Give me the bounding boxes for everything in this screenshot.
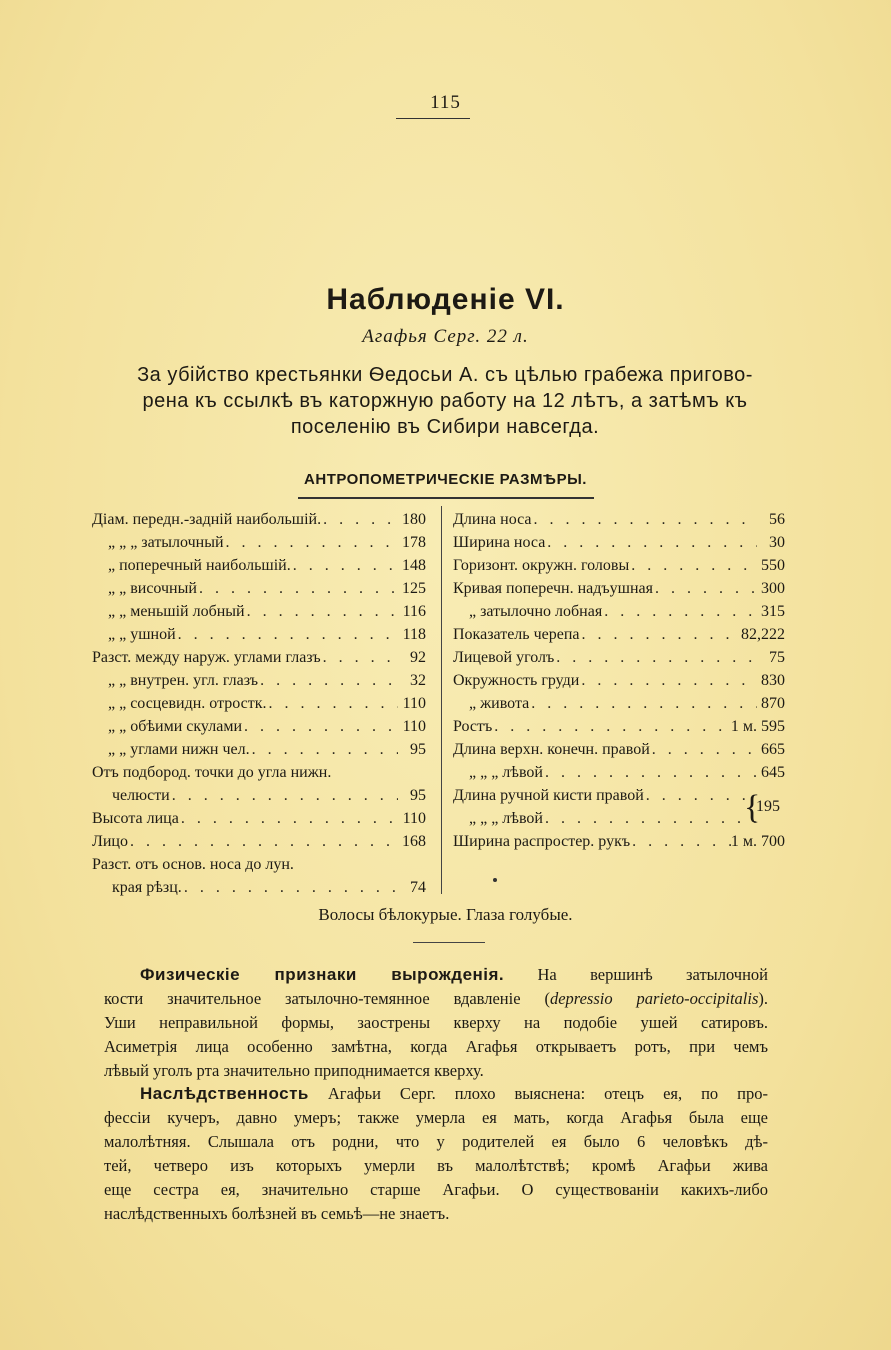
measurement-label: Ширина распростер. рукъ [453, 833, 631, 850]
measurement-row [92, 669, 426, 692]
measurement-label: Кривая поперечн. надъушная [453, 580, 653, 597]
paragraph-line: Уши неправильной формы, заострены кверху на подобіе ушей сатировъ. [104, 1013, 768, 1032]
measurement-label: „ поперечный наибольшій. [108, 557, 291, 574]
measurement-value: 300 [761, 580, 785, 597]
measurement-row [92, 876, 426, 899]
leader-dots [492, 715, 731, 738]
paragraph-lead: Физическіе признаки вырожденія. [140, 965, 505, 984]
measurement-value: 92 [410, 649, 426, 666]
measurement-label: „ „ ушной [108, 626, 176, 643]
leader-dots [197, 577, 398, 600]
measurement-value: 110 [402, 695, 426, 712]
measurement-row [92, 646, 426, 669]
measurement-row [92, 508, 426, 531]
leader-dots [650, 738, 757, 761]
measurement-label: Окружность груди [453, 672, 580, 689]
measurement-row [92, 554, 426, 577]
hair-eyes-note: Волосы бѣлокурые. Глаза голубые. [318, 905, 573, 924]
measurement-row [92, 853, 426, 876]
right-measurements [453, 508, 785, 853]
measurement-value: 180 [402, 511, 426, 528]
leader-dots [531, 508, 757, 531]
measurement-row [453, 692, 785, 715]
measurement-label: Длина носа [453, 511, 532, 528]
paragraph-text: кости значительное затылочно-темянное вдавленіе ( [104, 989, 550, 1008]
measurement-value: 116 [402, 603, 426, 620]
observation-title: Наблюденіе VI. [326, 283, 565, 316]
measurement-row [92, 738, 426, 761]
measurement-value: 110 [402, 810, 426, 827]
measurement-row [453, 738, 785, 761]
measurement-value: 125 [402, 580, 426, 597]
hand-length-value: 195 [756, 798, 780, 815]
measurement-row [453, 554, 785, 577]
case-summary-line: рена къ ссылкѣ въ каторжную работу на 12 лѣтъ, а затѣмъ къ [142, 390, 748, 412]
measurement-label: „ „ внутрен. угл. глазъ [108, 672, 259, 689]
leader-dots [653, 577, 757, 600]
leader-dots [529, 692, 757, 715]
measurement-label: Длина ручной кисти правой [453, 787, 644, 804]
measurement-row [453, 807, 785, 830]
measurement-value: 32 [410, 672, 426, 689]
latin-term: depressio parieto-occipitalis [549, 989, 759, 1008]
page-number-rule [396, 118, 470, 119]
measurement-value: 645 [761, 764, 785, 781]
paragraph-line: тей, четверо изъ которыхъ умерли въ малолѣтствѣ; кромѣ Агафьи жива [104, 1156, 768, 1175]
measurement-row [453, 715, 785, 738]
measurement-value: 110 [402, 718, 426, 735]
measurement-value: 74 [410, 879, 426, 896]
measurement-row [453, 623, 785, 646]
measurement-label: „ „ „ лѣвой [469, 764, 543, 781]
measurement-row [453, 577, 785, 600]
measurement-row [92, 600, 426, 623]
measurement-label: „ „ меньшій лобный [108, 603, 245, 620]
measurement-value: 315 [761, 603, 785, 620]
measurement-label: „ живота [469, 695, 530, 712]
measurement-row [92, 807, 426, 830]
measurement-label: Разст. отъ основ. носа до лун. [92, 856, 294, 873]
leader-dots [291, 554, 398, 577]
hand-length-brace: { [744, 789, 761, 826]
measurement-label: „ „ „ затылочный [108, 534, 224, 551]
measurement-row [453, 830, 785, 853]
case-summary [100, 362, 790, 440]
measurement-label: Показатель черепа [453, 626, 580, 643]
measurement-value: 1 м. 595 [730, 718, 785, 735]
paragraph-line: лѣвый уголъ рта значительно приподнимается кверху. [104, 1061, 484, 1080]
measurement-row [92, 531, 426, 554]
leader-dots [630, 830, 731, 853]
measurement-value: 30 [769, 534, 785, 551]
measurement-row [92, 692, 426, 715]
measurement-label: „ „ сосцевидн. отростк. [108, 695, 267, 712]
paragraph-line: Асиметрія лица особенно замѣтна, когда Агафья открываетъ ротъ, при чемъ [104, 1037, 768, 1056]
paragraph-text: ). [758, 989, 769, 1008]
measurement-label: Длина верхн. конечн. правой [453, 741, 650, 758]
measurement-label: „ „ височный [108, 580, 197, 597]
measurement-label: Лицо [92, 833, 128, 850]
section-rule [298, 497, 594, 499]
leader-dots [579, 669, 757, 692]
measurement-row [453, 508, 785, 531]
separator-rule [413, 942, 485, 943]
measurement-label: „ „ углами нижн чел. [108, 741, 250, 758]
leader-dots [545, 531, 757, 554]
measurement-value: 56 [769, 511, 785, 528]
measurement-label: Разст. между наруж. углами глазъ [92, 649, 321, 666]
leader-dots [602, 600, 757, 623]
measurement-value: 95 [410, 787, 426, 804]
measurement-value: 665 [761, 741, 785, 758]
leader-dots [179, 807, 398, 830]
subject-name: Агафья Серг. 22 л. [362, 326, 529, 347]
degeneration-paragraph [104, 963, 768, 1083]
measurement-row [92, 830, 426, 853]
paragraph-line [104, 987, 768, 1011]
paragraph-line: фессіи кучеръ, давно умеръ; также умерла ея мать, когда Агафья была еще [104, 1108, 768, 1127]
measurement-label: Ростъ [453, 718, 493, 735]
measurement-label: Лицевой уголъ [453, 649, 555, 666]
left-measurements [92, 508, 426, 899]
measurement-value: 550 [761, 557, 785, 574]
leader-dots [543, 807, 757, 830]
measurement-label: Горизонт. окружн. головы [453, 557, 630, 574]
column-divider [441, 506, 442, 894]
paragraph-text: Агафьи Серг. плохо выяснена: отецъ ея, по про- [327, 1084, 769, 1103]
measurement-label: Высота лица [92, 810, 179, 827]
leader-dots [644, 784, 757, 807]
measurement-row [453, 761, 785, 784]
measurement-value: 168 [402, 833, 426, 850]
leader-dots [224, 531, 398, 554]
heredity-paragraph [104, 1082, 768, 1226]
paragraph-text: На вершинѣ затылочной [537, 965, 769, 984]
leader-dots [242, 715, 398, 738]
leader-dots [170, 784, 398, 807]
paragraph-line [104, 963, 768, 987]
leader-dots [554, 646, 757, 669]
leader-dots [321, 646, 398, 669]
paragraph-line: малолѣтняя. Слышала отъ родни, что у родителей ея было 6 человѣкъ дѣ- [104, 1132, 768, 1151]
paragraph-line [104, 1082, 768, 1106]
measurement-label: Отъ подбород. точки до угла нижн. [92, 764, 332, 781]
leader-dots [176, 623, 398, 646]
measurement-label: „ „ „ лѣвой [469, 810, 543, 827]
paragraph-line: еще сестра ея, значительно старше Агафьи. О существованіи какихъ-либо [104, 1180, 768, 1199]
measurement-value: 82,222 [741, 626, 785, 643]
leader-dots [267, 692, 398, 715]
measurement-value: 1 м. 700 [730, 833, 785, 850]
measurement-label: „ затылочно лобная [469, 603, 603, 620]
measurement-label: челюсти [112, 787, 170, 804]
measurement-value: 95 [410, 741, 426, 758]
measurement-row [453, 531, 785, 554]
ink-mark [493, 878, 497, 882]
measurement-label: Діам. передн.-задній наибольшій. [92, 511, 322, 528]
measurement-value: 148 [402, 557, 426, 574]
measurement-value: 75 [769, 649, 785, 666]
leader-dots [579, 623, 741, 646]
measurement-value: 118 [402, 626, 426, 643]
measurement-label: края рѣзц. [112, 879, 182, 896]
case-summary-line: поселенію въ Сибири навсегда. [290, 416, 600, 438]
paragraph-lead: Наслѣдственность [140, 1084, 309, 1103]
measurement-label: Ширина носа [453, 534, 546, 551]
leader-dots [182, 876, 398, 899]
measurement-value: 178 [402, 534, 426, 551]
measurement-row [92, 623, 426, 646]
measurement-row [453, 600, 785, 623]
measurement-row [92, 577, 426, 600]
measurement-row [453, 646, 785, 669]
paragraph-line: наслѣдственныхъ болѣзней въ семьѣ—не знаетъ. [104, 1204, 450, 1223]
measurement-label: „ „ обѣими скулами [108, 718, 242, 735]
measurement-row [92, 784, 426, 807]
measurement-row [92, 761, 426, 784]
measurement-value: 870 [761, 695, 785, 712]
measurement-row [453, 784, 785, 807]
leader-dots [629, 554, 757, 577]
leader-dots [245, 600, 398, 623]
leader-dots [321, 508, 398, 531]
page-number: 115 [430, 92, 461, 113]
measurement-row [92, 715, 426, 738]
leader-dots [128, 830, 398, 853]
measurement-row [453, 669, 785, 692]
leader-dots [250, 738, 398, 761]
leader-dots [258, 669, 398, 692]
case-summary-line: За убійство крестьянки Ѳедосьи А. съ цѣлью грабежа пригово- [137, 364, 753, 386]
measurement-value: 830 [761, 672, 785, 689]
leader-dots [543, 761, 757, 784]
section-title: АНТРОПОМЕТРИЧЕСКІЕ РАЗМѢРЫ. [304, 471, 587, 488]
